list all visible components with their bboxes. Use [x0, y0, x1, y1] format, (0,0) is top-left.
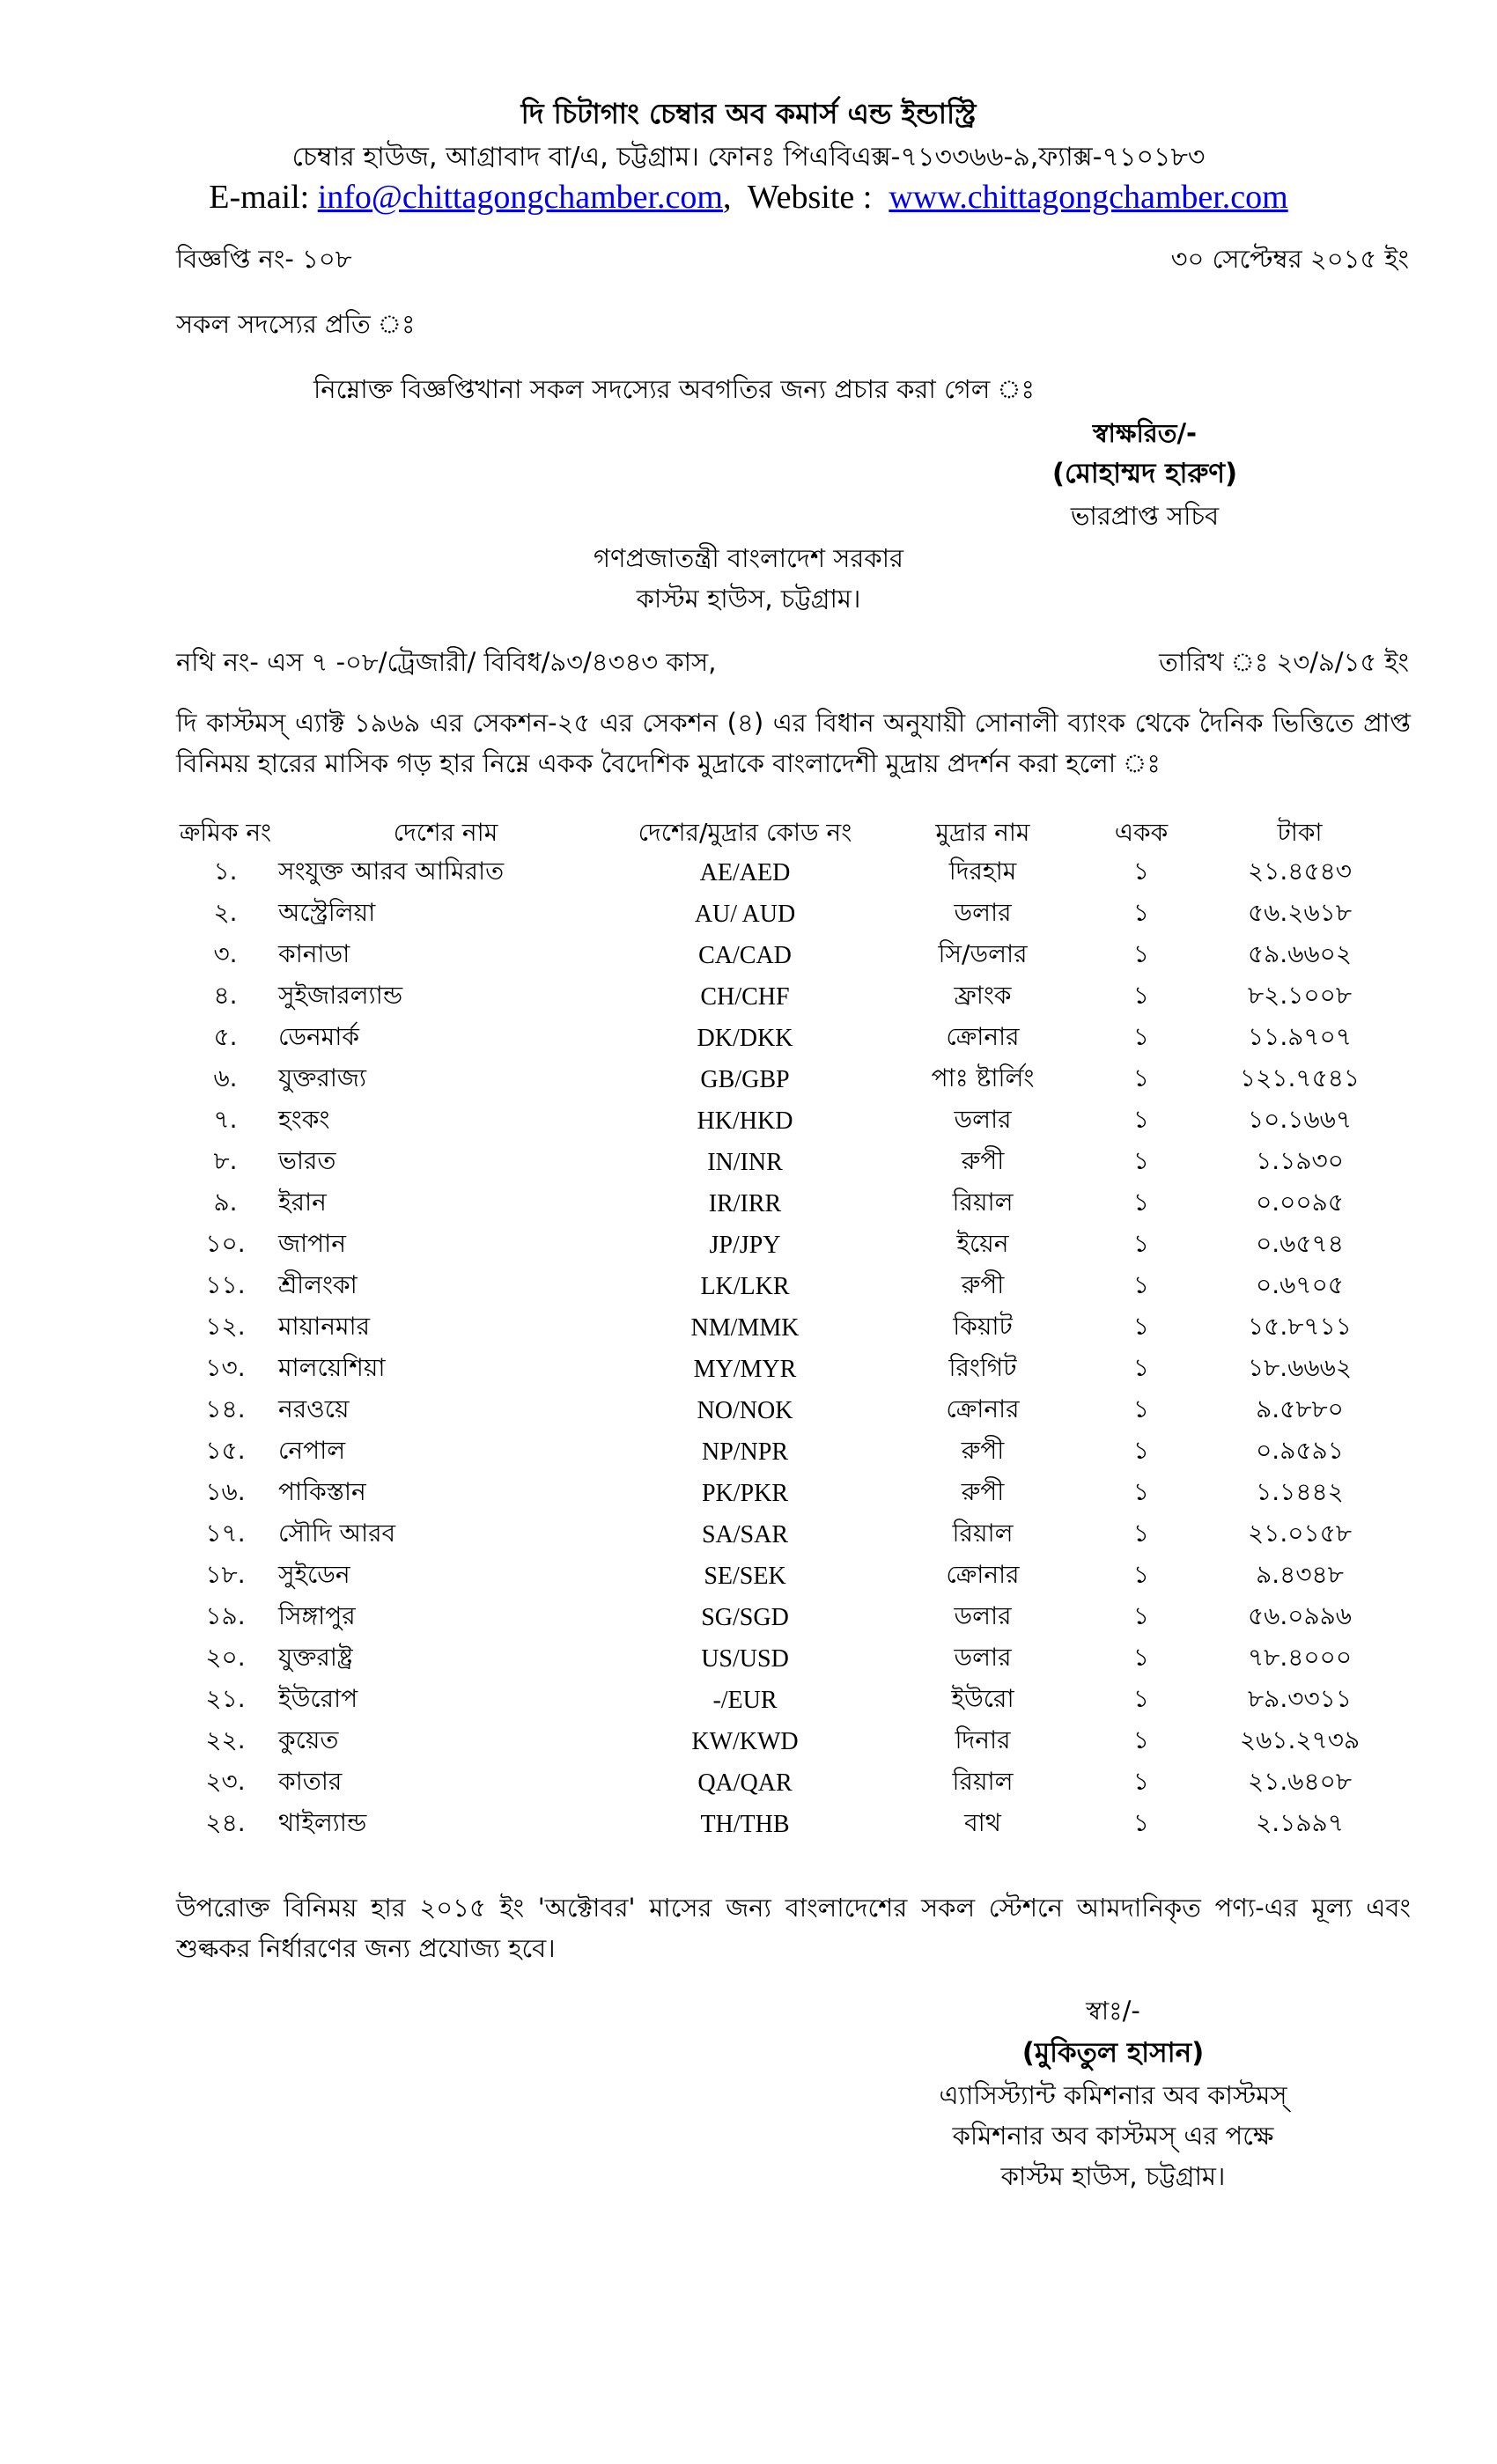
serial-number: ১৩. — [205, 1353, 246, 1382]
country-name: অস্ট্রেলিয়া — [278, 898, 376, 927]
taka-rate: ৫৯.৬৬০২ — [1247, 939, 1353, 968]
unit-value: ১ — [1132, 857, 1150, 886]
country-name: সুইজারল্যান্ড — [278, 981, 403, 1010]
table-row — [173, 1307, 1405, 1349]
serial-number: ৯. — [213, 1188, 238, 1217]
serial-number: ১০. — [205, 1229, 246, 1258]
serial-number: ২১. — [205, 1684, 246, 1713]
unit-value: ১ — [1132, 1146, 1150, 1175]
unit-value: ১ — [1132, 1353, 1150, 1382]
taka-rate: ২.১৯৯৭ — [1256, 1808, 1344, 1837]
notice-date: ৩০ সেপ্টেম্বর ২০১৫ ইং — [1170, 244, 1409, 274]
serial-number: ৬. — [213, 1063, 238, 1092]
serial-number: ২৪. — [205, 1808, 246, 1837]
taka-rate: ১০.১৬৬৭ — [1247, 1105, 1353, 1134]
unit-value: ১ — [1132, 939, 1150, 968]
country-name: সংযুক্ত আরব আমিরাত — [278, 857, 505, 886]
table-row — [173, 1431, 1405, 1473]
currency-name: দিরহাম — [948, 857, 1017, 886]
country-name: সিঙ্গাপুর — [278, 1601, 356, 1630]
country-name: ডেনমার্ক — [278, 1022, 359, 1051]
country-name: সুইডেন — [278, 1560, 350, 1589]
email-label: E-mail: — [209, 179, 310, 216]
currency-code: JP/JPY — [709, 1231, 781, 1259]
unit-value: ১ — [1132, 898, 1150, 927]
currency-name: ডলার — [954, 898, 1012, 927]
org-contact — [0, 178, 1497, 217]
footer-paragraph: উপরোক্ত বিনিময় হার ২০১৫ ইং 'অক্টোবর' মাসের জন্য বাংলাদেশের সকল স্টেশনে আমদানিকৃত পণ্য-এর মূল্য এবং শুল্ককর নির্ধারণের জন্য প্রযোজ্য হবে। — [176, 1893, 1411, 1963]
currency-code: AE/AED — [699, 858, 791, 886]
header-taka: টাকা — [1277, 818, 1323, 847]
currency-name: ইয়েন — [956, 1229, 1009, 1258]
table-row — [173, 1762, 1405, 1804]
footer-designation: এ্যাসিস্ট্যান্ট কমিশনার অব কাস্টমস্ — [939, 2080, 1287, 2110]
country-name: পাকিস্তান — [278, 1477, 366, 1506]
currency-name: ইউরো — [951, 1684, 1014, 1713]
currency-code: IN/INR — [707, 1148, 783, 1176]
currency-code: HK/HKD — [697, 1107, 793, 1135]
notice-number: বিজ্ঞপ্তি নং- ১০৮ — [176, 244, 352, 274]
taka-rate: ০.৬৭০৫ — [1256, 1270, 1344, 1299]
signed-label: স্বাক্ষরিত/- — [1092, 418, 1198, 448]
table-body — [173, 852, 1405, 1845]
signer-designation: ভারপ্রাপ্ত সচিব — [1070, 501, 1220, 531]
footer-signer-name: (মুকিতুল হাসান) — [1021, 2037, 1205, 2069]
file-number: নথি নং- এস ৭ -০৮/ট্রেজারী/ বিবিধ/৯৩/৪৩৪৩ কাস, — [176, 647, 717, 677]
currency-code: US/USD — [701, 1644, 789, 1673]
country-name: শ্রীলংকা — [278, 1270, 358, 1299]
taka-rate: ১১.৯৭০৭ — [1247, 1022, 1353, 1051]
country-name: ইউরোপ — [278, 1684, 358, 1713]
currency-code: SG/SGD — [701, 1603, 789, 1631]
header-unit: একক — [1114, 818, 1169, 847]
serial-number: ১৯. — [205, 1601, 246, 1630]
table-row — [173, 1804, 1405, 1845]
country-name: ভারত — [278, 1146, 336, 1175]
serial-number: ১৭. — [205, 1519, 246, 1548]
taka-rate: ০.০০৯৫ — [1256, 1188, 1344, 1217]
country-name: সৌদি আরব — [278, 1519, 396, 1548]
country-name: কানাডা — [278, 939, 350, 968]
unit-value: ১ — [1132, 1188, 1150, 1217]
header-currency: মুদ্রার নাম — [935, 818, 1030, 847]
unit-value: ১ — [1132, 1063, 1150, 1092]
table-row — [173, 1142, 1405, 1183]
serial-number: ২. — [213, 898, 238, 927]
currency-code: NO/NOK — [697, 1396, 793, 1424]
taka-rate: ৯.৫৮৮০ — [1256, 1394, 1344, 1423]
currency-code: TH/THB — [700, 1810, 790, 1838]
currency-code: NP/NPR — [701, 1438, 789, 1466]
email-link[interactable]: info@chittagongchamber.com — [317, 179, 723, 216]
table-row — [173, 1225, 1405, 1266]
country-name: কাতার — [278, 1767, 343, 1796]
serial-number: ৪. — [213, 981, 238, 1010]
table-row — [173, 976, 1405, 1018]
currency-name: রিয়াল — [952, 1519, 1014, 1548]
table-row — [173, 1349, 1405, 1390]
serial-number: ১৬. — [205, 1477, 246, 1506]
unit-value: ১ — [1132, 1643, 1150, 1672]
serial-number: ২০. — [205, 1643, 246, 1672]
taka-rate: ৫৬.০৯৯৬ — [1247, 1601, 1353, 1630]
intro-text: নিম্নোক্ত বিজ্ঞপ্তিখানা সকল সদস্যের অবগতির জন্য প্রচার করা গেল ঃ — [313, 374, 1035, 404]
office-name: কাস্টম হাউস, চট্টগ্রাম। — [636, 584, 861, 614]
currency-name: ক্রোনার — [946, 1022, 1020, 1051]
table-row — [173, 1183, 1405, 1225]
taka-rate: ০.৯৫৯১ — [1256, 1436, 1344, 1465]
taka-rate: ০.৬৫৭৪ — [1256, 1229, 1344, 1258]
org-name: দি চিটাগাং চেম্বার অব কমার্স এন্ড ইন্ডাস্ট্রি — [520, 97, 977, 130]
currency-name: বাথ — [964, 1808, 1001, 1837]
currency-code: CA/CAD — [698, 941, 792, 969]
unit-value: ১ — [1132, 1767, 1150, 1796]
salutation: সকল সদস্যের প্রতি ঃ — [176, 309, 416, 339]
footer-office: কাস্টম হাউস, চট্টগ্রাম। — [1000, 2161, 1226, 2191]
currency-name: দিনার — [955, 1725, 1011, 1754]
unit-value: ১ — [1132, 981, 1150, 1010]
taka-rate: ৯.৪৩৪৮ — [1256, 1560, 1344, 1589]
currency-code: SA/SAR — [701, 1520, 789, 1548]
country-name: ইরান — [278, 1188, 327, 1217]
unit-value: ১ — [1132, 1312, 1150, 1341]
taka-rate: ৫৬.২৬১৮ — [1247, 898, 1353, 927]
currency-code: QA/QAR — [697, 1769, 793, 1797]
unit-value: ১ — [1132, 1601, 1150, 1630]
table-row — [173, 852, 1405, 894]
serial-number: ১১. — [205, 1270, 246, 1299]
taka-rate: ১৫.৮৭১১ — [1248, 1312, 1352, 1341]
taka-rate: ৭৮.৪০০০ — [1247, 1643, 1353, 1672]
header-sl: ক্রমিক নং — [179, 818, 272, 847]
unit-value: ১ — [1132, 1394, 1150, 1423]
serial-number: ৭. — [213, 1105, 238, 1134]
currency-code: MY/MYR — [693, 1355, 797, 1383]
currency-name: ক্রোনার — [946, 1560, 1020, 1589]
country-name: যুক্তরাষ্ট্র — [278, 1643, 353, 1672]
currency-name: রুপী — [961, 1270, 1005, 1299]
unit-value: ১ — [1132, 1808, 1150, 1837]
currency-code: GB/GBP — [700, 1065, 790, 1093]
currency-code: PK/PKR — [701, 1479, 789, 1507]
org-address: চেম্বার হাউজ, আগ্রাবাদ বা/এ, চট্টগ্রাম। ফোনঃ পিএবিএক্স-৭১৩৩৬৬-৯,ফ্যাক্স-৭১০১৮৩ — [291, 142, 1206, 173]
unit-value: ১ — [1132, 1684, 1150, 1713]
currency-code: NM/MMK — [690, 1313, 800, 1342]
country-name: যুক্তরাজ্য — [278, 1063, 367, 1092]
currency-code: IR/IRR — [708, 1189, 782, 1217]
taka-rate: ১.১৯৩০ — [1256, 1146, 1344, 1175]
unit-value: ১ — [1132, 1270, 1150, 1299]
currency-name: রিয়াল — [952, 1188, 1014, 1217]
currency-code: DK/DKK — [697, 1024, 793, 1052]
unit-value: ১ — [1132, 1105, 1150, 1134]
contact-separator: , — [722, 179, 732, 216]
signer-name: (মোহাম্মদ হারুণ) — [1051, 458, 1238, 489]
serial-number: ৫. — [213, 1022, 238, 1051]
taka-rate: ২১.৪৫৪৩ — [1248, 857, 1352, 886]
file-date: তারিখ ঃ ২৩/৯/১৫ ইং — [1159, 647, 1409, 677]
currency-name: ফ্রাংক — [954, 981, 1012, 1010]
country-name: নেপাল — [278, 1436, 346, 1465]
unit-value: ১ — [1132, 1229, 1150, 1258]
currency-name: ডলার — [954, 1105, 1012, 1134]
table-row — [173, 894, 1405, 935]
currency-name: রিংগিট — [948, 1353, 1017, 1382]
currency-name: পাঃ ষ্টার্লিং — [931, 1063, 1035, 1092]
unit-value: ১ — [1132, 1022, 1150, 1051]
country-name: নরওয়ে — [278, 1394, 350, 1423]
currency-code: CH/CHF — [700, 982, 790, 1011]
country-name: থাইল্যান্ড — [278, 1808, 367, 1837]
website-label: Website : — [747, 179, 873, 216]
taka-rate: ৮৯.৩৩১১ — [1248, 1684, 1352, 1713]
currency-name: ক্রোনার — [946, 1394, 1020, 1423]
taka-rate: ৮২.১০০৮ — [1247, 981, 1353, 1010]
table-row — [173, 1059, 1405, 1100]
currency-name: রিয়াল — [952, 1767, 1014, 1796]
country-name: জাপান — [278, 1229, 347, 1258]
currency-name: ডলার — [954, 1643, 1012, 1672]
currency-name: রুপী — [961, 1477, 1005, 1506]
exchange-rate-table — [173, 813, 1405, 1845]
serial-number: ১৫. — [205, 1436, 246, 1465]
currency-code: SE/SEK — [704, 1562, 786, 1590]
currency-name: সি/ডলার — [938, 939, 1028, 968]
serial-number: ১. — [213, 857, 238, 886]
table-row — [173, 1721, 1405, 1762]
table-row — [173, 935, 1405, 976]
serial-number: ২৩. — [205, 1767, 246, 1796]
currency-code: -/EUR — [712, 1686, 778, 1714]
table-row — [173, 1266, 1405, 1307]
website-link[interactable]: www.chittagongchamber.com — [889, 179, 1288, 216]
table-row — [173, 1473, 1405, 1514]
serial-number: ১৪. — [205, 1394, 246, 1423]
body-paragraph: দি কাস্টমস্ এ্যাক্ট ১৯৬৯ এর সেকশন-২৫ এর সেকশন (৪) এর বিধান অনুযায়ী সোনালী ব্যাংক থেকে দৈনিক ভিত্তিতে প্রাপ্ত বিনিময় হারের মাসিক গড় হার নিম্নে একক বৈদেশিক মুদ্রাকে বাংলাদেশী মুদ্রায় প্রদর্শন করা হলো ঃ — [176, 708, 1411, 778]
country-name: মায়ানমার — [278, 1312, 371, 1341]
currency-name: ডলার — [954, 1601, 1012, 1630]
unit-value: ১ — [1132, 1725, 1150, 1754]
table-row — [173, 1680, 1405, 1721]
currency-code: LK/LKR — [700, 1272, 790, 1300]
country-name: কুয়েত — [278, 1725, 339, 1754]
taka-rate: ১৮.৬৬৬২ — [1247, 1353, 1353, 1382]
header-country: দেশের নাম — [393, 818, 498, 847]
table-header-row — [173, 813, 1405, 852]
table-row — [173, 1556, 1405, 1597]
unit-value: ১ — [1132, 1519, 1150, 1548]
country-name: হংকং — [278, 1105, 330, 1134]
taka-rate: ২৬১.২৭৩৯ — [1239, 1725, 1361, 1754]
table-row — [173, 1100, 1405, 1142]
serial-number: ১২. — [205, 1312, 246, 1341]
taka-rate: ১.১৪৪২ — [1256, 1477, 1344, 1506]
table-row — [173, 1638, 1405, 1680]
serial-number: ২২. — [205, 1725, 246, 1754]
currency-name: রুপী — [961, 1436, 1005, 1465]
serial-number: ৩. — [213, 939, 238, 968]
government-name: গণপ্রজাতন্ত্রী বাংলাদেশ সরকার — [593, 543, 904, 573]
header-code: দেশের/মুদ্রার কোড নং — [638, 818, 852, 847]
footer-on-behalf: কমিশনার অব কাস্টমস্ এর পক্ষে — [952, 2121, 1274, 2151]
unit-value: ১ — [1132, 1477, 1150, 1506]
footer-signed-label: স্বাঃ/- — [1086, 1996, 1140, 2026]
serial-number: ৮. — [213, 1146, 238, 1175]
serial-number: ১৮. — [205, 1560, 246, 1589]
unit-value: ১ — [1132, 1436, 1150, 1465]
currency-name: কিয়াট — [953, 1312, 1013, 1341]
currency-name: রুপী — [961, 1146, 1005, 1175]
taka-rate: ২১.৬৪০৮ — [1247, 1767, 1353, 1796]
table-row — [173, 1390, 1405, 1431]
currency-code: KW/KWD — [691, 1727, 799, 1755]
taka-rate: ২১.০১৫৮ — [1248, 1519, 1352, 1548]
taka-rate: ১২১.৭৫৪১ — [1239, 1063, 1361, 1092]
currency-code: AU/ AUD — [694, 900, 796, 928]
table-row — [173, 1597, 1405, 1638]
country-name: মালয়েশিয়া — [278, 1353, 386, 1382]
unit-value: ১ — [1132, 1560, 1150, 1589]
table-row — [173, 1018, 1405, 1059]
table-row — [173, 1514, 1405, 1556]
